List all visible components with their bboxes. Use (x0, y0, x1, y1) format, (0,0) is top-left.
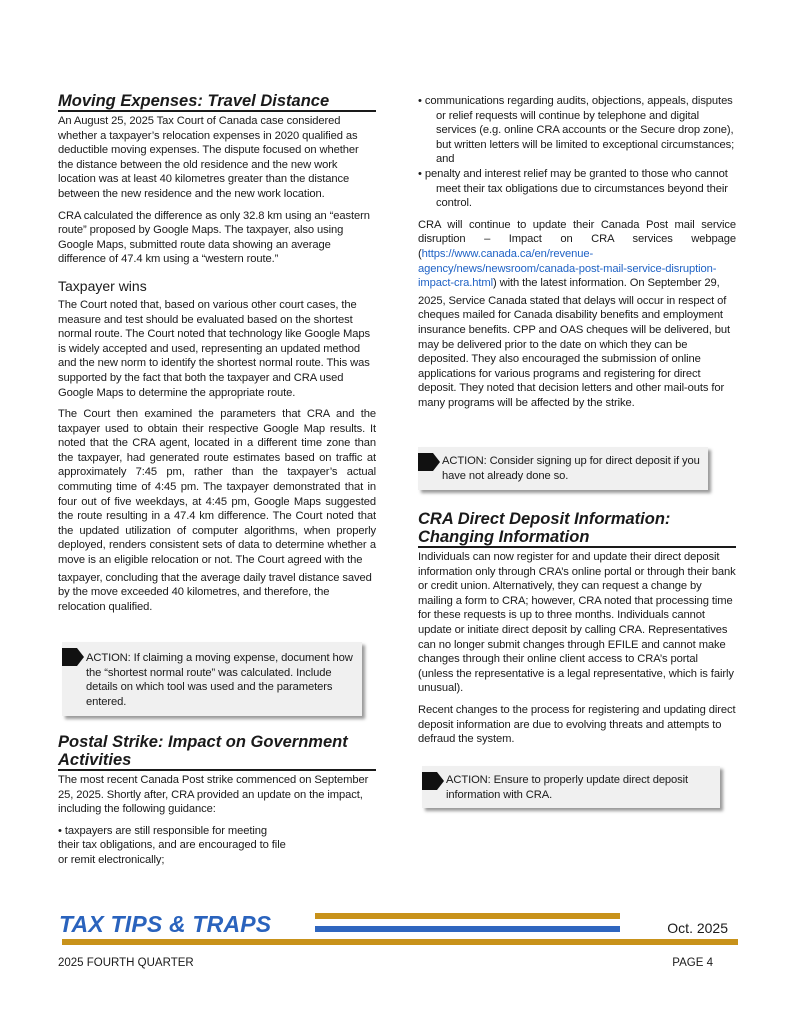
moving-paragraph-4a: The Court then examined the parameters that CRA and the taxpayer used to obtain their respective Google Map results. It noted that the CRA agent, located in a different time zone than the taxpayer, had generated route estimates based on traffic at approximately 7:45 pm, rather than the taxpayer’s actual commuting time of 4:45 pm. The taxpayer demonstrated that in four out of five weekdays, at 4:45 pm, Google Maps suggested the route resulting in a 47.4 km difference. The Court noted that the updated utilization of computer algorithms, when properly deployed, renders consistent sets of data to determine whether a move is an eligible relocation or not. The Court agreed with the (58, 408, 376, 567)
arrow-marker-icon (418, 453, 440, 471)
moving-paragraph-4b: taxpayer, concluding that the average daily travel distance saved by the move exceeded 40 kilometres, and therefore, the relocation qualified. (58, 571, 372, 613)
section-title-direct-deposit: CRA Direct Deposit Information: Changing Information (418, 510, 736, 548)
section-title-moving-expenses: Moving Expenses: Travel Distance (58, 92, 376, 112)
action-box-deposit (422, 766, 720, 808)
action-box-moving (62, 642, 362, 716)
postal-paragraph-webpage: CRA will continue to update their Canada Post mail service disruption – Impact on CRA services webpage (https://www.canada.ca/en/revenue-agency/news/newsroom/canada-post-mail-service-disruption-impact-cra.html) with the latest information. On September 29, (418, 218, 736, 290)
cra-webpage-link[interactable]: https://www.canada.ca/en/revenue-agency/news/newsroom/canada-post-mail-service-disruption-impact-cra.html (418, 247, 717, 290)
moving-paragraph-3: The Court noted that, based on various other court cases, the measure and test should be evaluated based on the shortest normal route. The Court noted that technology like Google Maps is widely accepted and used, representing an updated method and the new norm to identify the shortest normal route. This was supported by the fact that both the taxpayer and CRA used Google Maps to determine the appropriate route. (58, 298, 370, 399)
newsletter-title: TAX TIPS & TRAPS (59, 911, 272, 937)
footer-gold-bar-top (315, 913, 620, 919)
issue-quarter: 2025 FOURTH QUARTER (58, 957, 194, 969)
deposit-paragraph-1: Individuals can now register for and update their direct deposit information only through CRA’s online portal or through their bank or credit union. Alternatively, they can request a change by mailing a form to CRA; however, CRA noted that processing time for these requests is up to three months. Individuals cannot update or initiate direct deposit by calling CRA. Representatives can no longer submit changes through EFILE and cannot make changes through their online client access to CRA’s portal (unless the representative is a legal representative, which is fairly unusual). (418, 551, 736, 695)
postal-paragraph-1: The most recent Canada Post strike commenced on September 25, 2025. Shortly after, CRA provided an update on the impact, including the following guidance: (58, 774, 369, 816)
deposit-paragraph-2: Recent changes to the process for registering and updating direct deposit information are due to evolving threats and attempts to defraud the system. (418, 703, 736, 746)
postal-bullet-1: • taxpayers are still responsible for meeting their tax obligations, and are encouraged to file or remit electronically; (58, 824, 286, 866)
left-column (58, 92, 376, 614)
footer-gold-bar-bottom (62, 939, 738, 945)
postal-paragraph-service-canada: 2025, Service Canada stated that delays will occur in respect of cheques mailed for Canada disability benefits and employment insurance benefits. CPP and OAS cheques will be delivered, but may be delivered prior to the date on which they can be deposited. They also encouraged the submission of online applications for various programs and registering for direct deposit. They noted that decision letters and other mail-outs for many programs will be affected by the strike. (418, 294, 731, 409)
arrow-marker-icon (62, 648, 84, 666)
issue-date: Oct. 2025 (667, 920, 728, 936)
page-number: PAGE 4 (672, 957, 713, 969)
right-column (418, 94, 736, 410)
moving-paragraph-2: CRA calculated the difference as only 32.8 km using an “eastern route” proposed by Google Maps. The taxpayer, also using Google Maps, submitted route data showing an average difference of 47.4 km using a “western route.” (58, 209, 370, 266)
footer-blue-bar (315, 926, 620, 932)
arrow-marker-icon (422, 772, 444, 790)
subheading-taxpayer-wins: Taxpayer wins (58, 277, 147, 294)
action-text-deposit: ACTION: Ensure to properly update direct deposit information with CRA. (446, 774, 689, 801)
action-text-postal: ACTION: Consider signing up for direct deposit if you have not already done so. (442, 455, 700, 482)
action-text-moving: ACTION: If claiming a moving expense, document how the “shortest normal route” was calculated. Include details on which tool was used and the parameters entered. (86, 652, 353, 708)
postal-bullet-3: • penalty and interest relief may be granted to those who cannot meet their tax obligations due to circumstances beyond their control. (418, 167, 728, 210)
deposit-section (418, 510, 736, 747)
postal-bullet-2: • communications regarding audits, objections, appeals, disputes or relief requests will continue by telephone and digital services (e.g. online CRA accounts or the Secure drop zone), but written letters will be limited to exceptional circumstances; and (418, 95, 735, 166)
moving-paragraph-1: An August 25, 2025 Tax Court of Canada case considered whether a taxpayer’s relocation expenses in 2020 qualified as deductible moving expenses. The dispute focused on whether the distance between the old residence and the new work location was at least 40 kilometres greater than the distance between the new residence and the new work location. (58, 115, 359, 200)
action-box-postal (418, 447, 708, 490)
postal-section (58, 733, 376, 868)
section-title-postal-strike: Postal Strike: Impact on Government Activities (58, 733, 376, 771)
